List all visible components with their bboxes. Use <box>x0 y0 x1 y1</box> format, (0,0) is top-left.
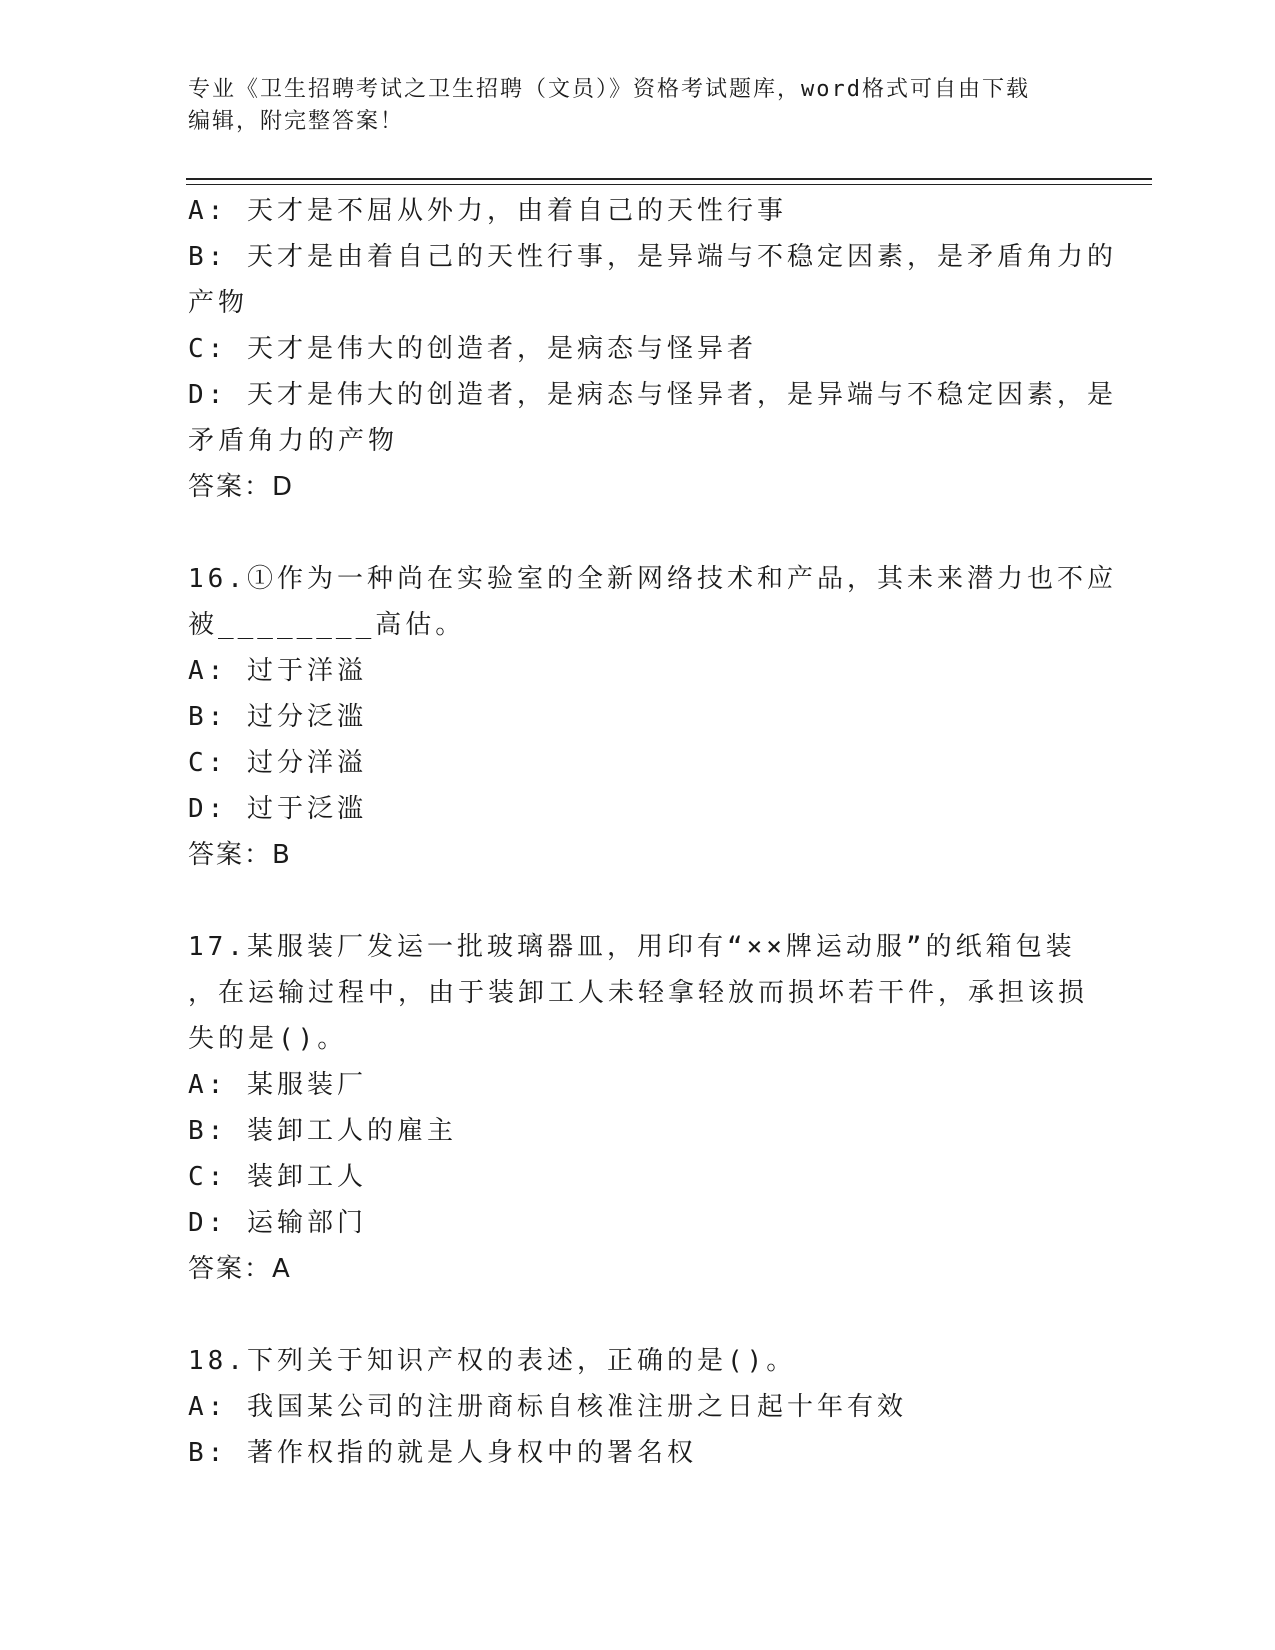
header-line-2: 编辑，附完整答案！ <box>188 109 405 134</box>
document-header <box>188 74 1068 138</box>
option-a: A: 我国某公司的注册商标自核准注册之日起十年有效 <box>188 1392 907 1422</box>
header-rule-thin <box>186 184 1152 185</box>
answer-line: 答案：B <box>188 840 292 870</box>
question-content <box>188 188 1117 1476</box>
header-rule-thick <box>186 178 1152 180</box>
question-16 <box>188 556 1117 878</box>
option-c: C: 天才是伟大的创造者，是病态与怪异者 <box>188 334 757 364</box>
option-c: C: 过分洋溢 <box>188 748 367 778</box>
option-a: A: 某服装厂 <box>188 1070 367 1100</box>
answer-line: 答案：D <box>188 472 295 502</box>
question-17 <box>188 924 1089 1292</box>
option-a: A: 过于洋溢 <box>188 656 367 686</box>
option-d: D: 天才是伟大的创造者，是病态与怪异者，是异端与不稳定因素，是 <box>188 380 1117 410</box>
option-d: D: 过于泛滥 <box>188 794 367 824</box>
option-c: C: 装卸工人 <box>188 1162 367 1192</box>
option-d: D: 运输部门 <box>188 1208 367 1238</box>
option-d-continued: 矛盾角力的产物 <box>188 426 399 456</box>
question-stem-continued: 被________高估。 <box>188 610 466 640</box>
option-b-continued: 产物 <box>188 288 249 318</box>
question-stem: 18.下列关于知识产权的表述，正确的是()。 <box>188 1346 797 1376</box>
question-stem: 17.某服装厂发运一批玻璃器皿，用印有“××牌运动服”的纸箱包装 <box>188 932 1076 962</box>
question-stem: 16.①作为一种尚在实验室的全新网络技术和产品，其未来潜力也不应 <box>188 564 1117 594</box>
option-b: B: 著作权指的就是人身权中的署名权 <box>188 1438 697 1468</box>
question-18 <box>188 1338 1078 1476</box>
question-stem-continued: ，在运输过程中，由于装卸工人未轻拿轻放而损坏若干件，承担该损 <box>188 978 1089 1008</box>
option-b: B: 过分泛滥 <box>188 702 367 732</box>
option-b: B: 装卸工人的雇主 <box>188 1116 457 1146</box>
option-a: A: 天才是不屈从外力，由着自己的天性行事 <box>188 196 787 226</box>
answer-line: 答案：A <box>188 1254 292 1284</box>
question-stem-continued: 失的是()。 <box>188 1024 348 1054</box>
header-line-1: 专业《卫生招聘考试之卫生招聘（文员）》资格考试题库，word格式可自由下载 <box>188 77 1030 102</box>
option-b: B: 天才是由着自己的天性行事，是异端与不稳定因素，是矛盾角力的 <box>188 242 1117 272</box>
question-15 <box>188 188 1117 510</box>
